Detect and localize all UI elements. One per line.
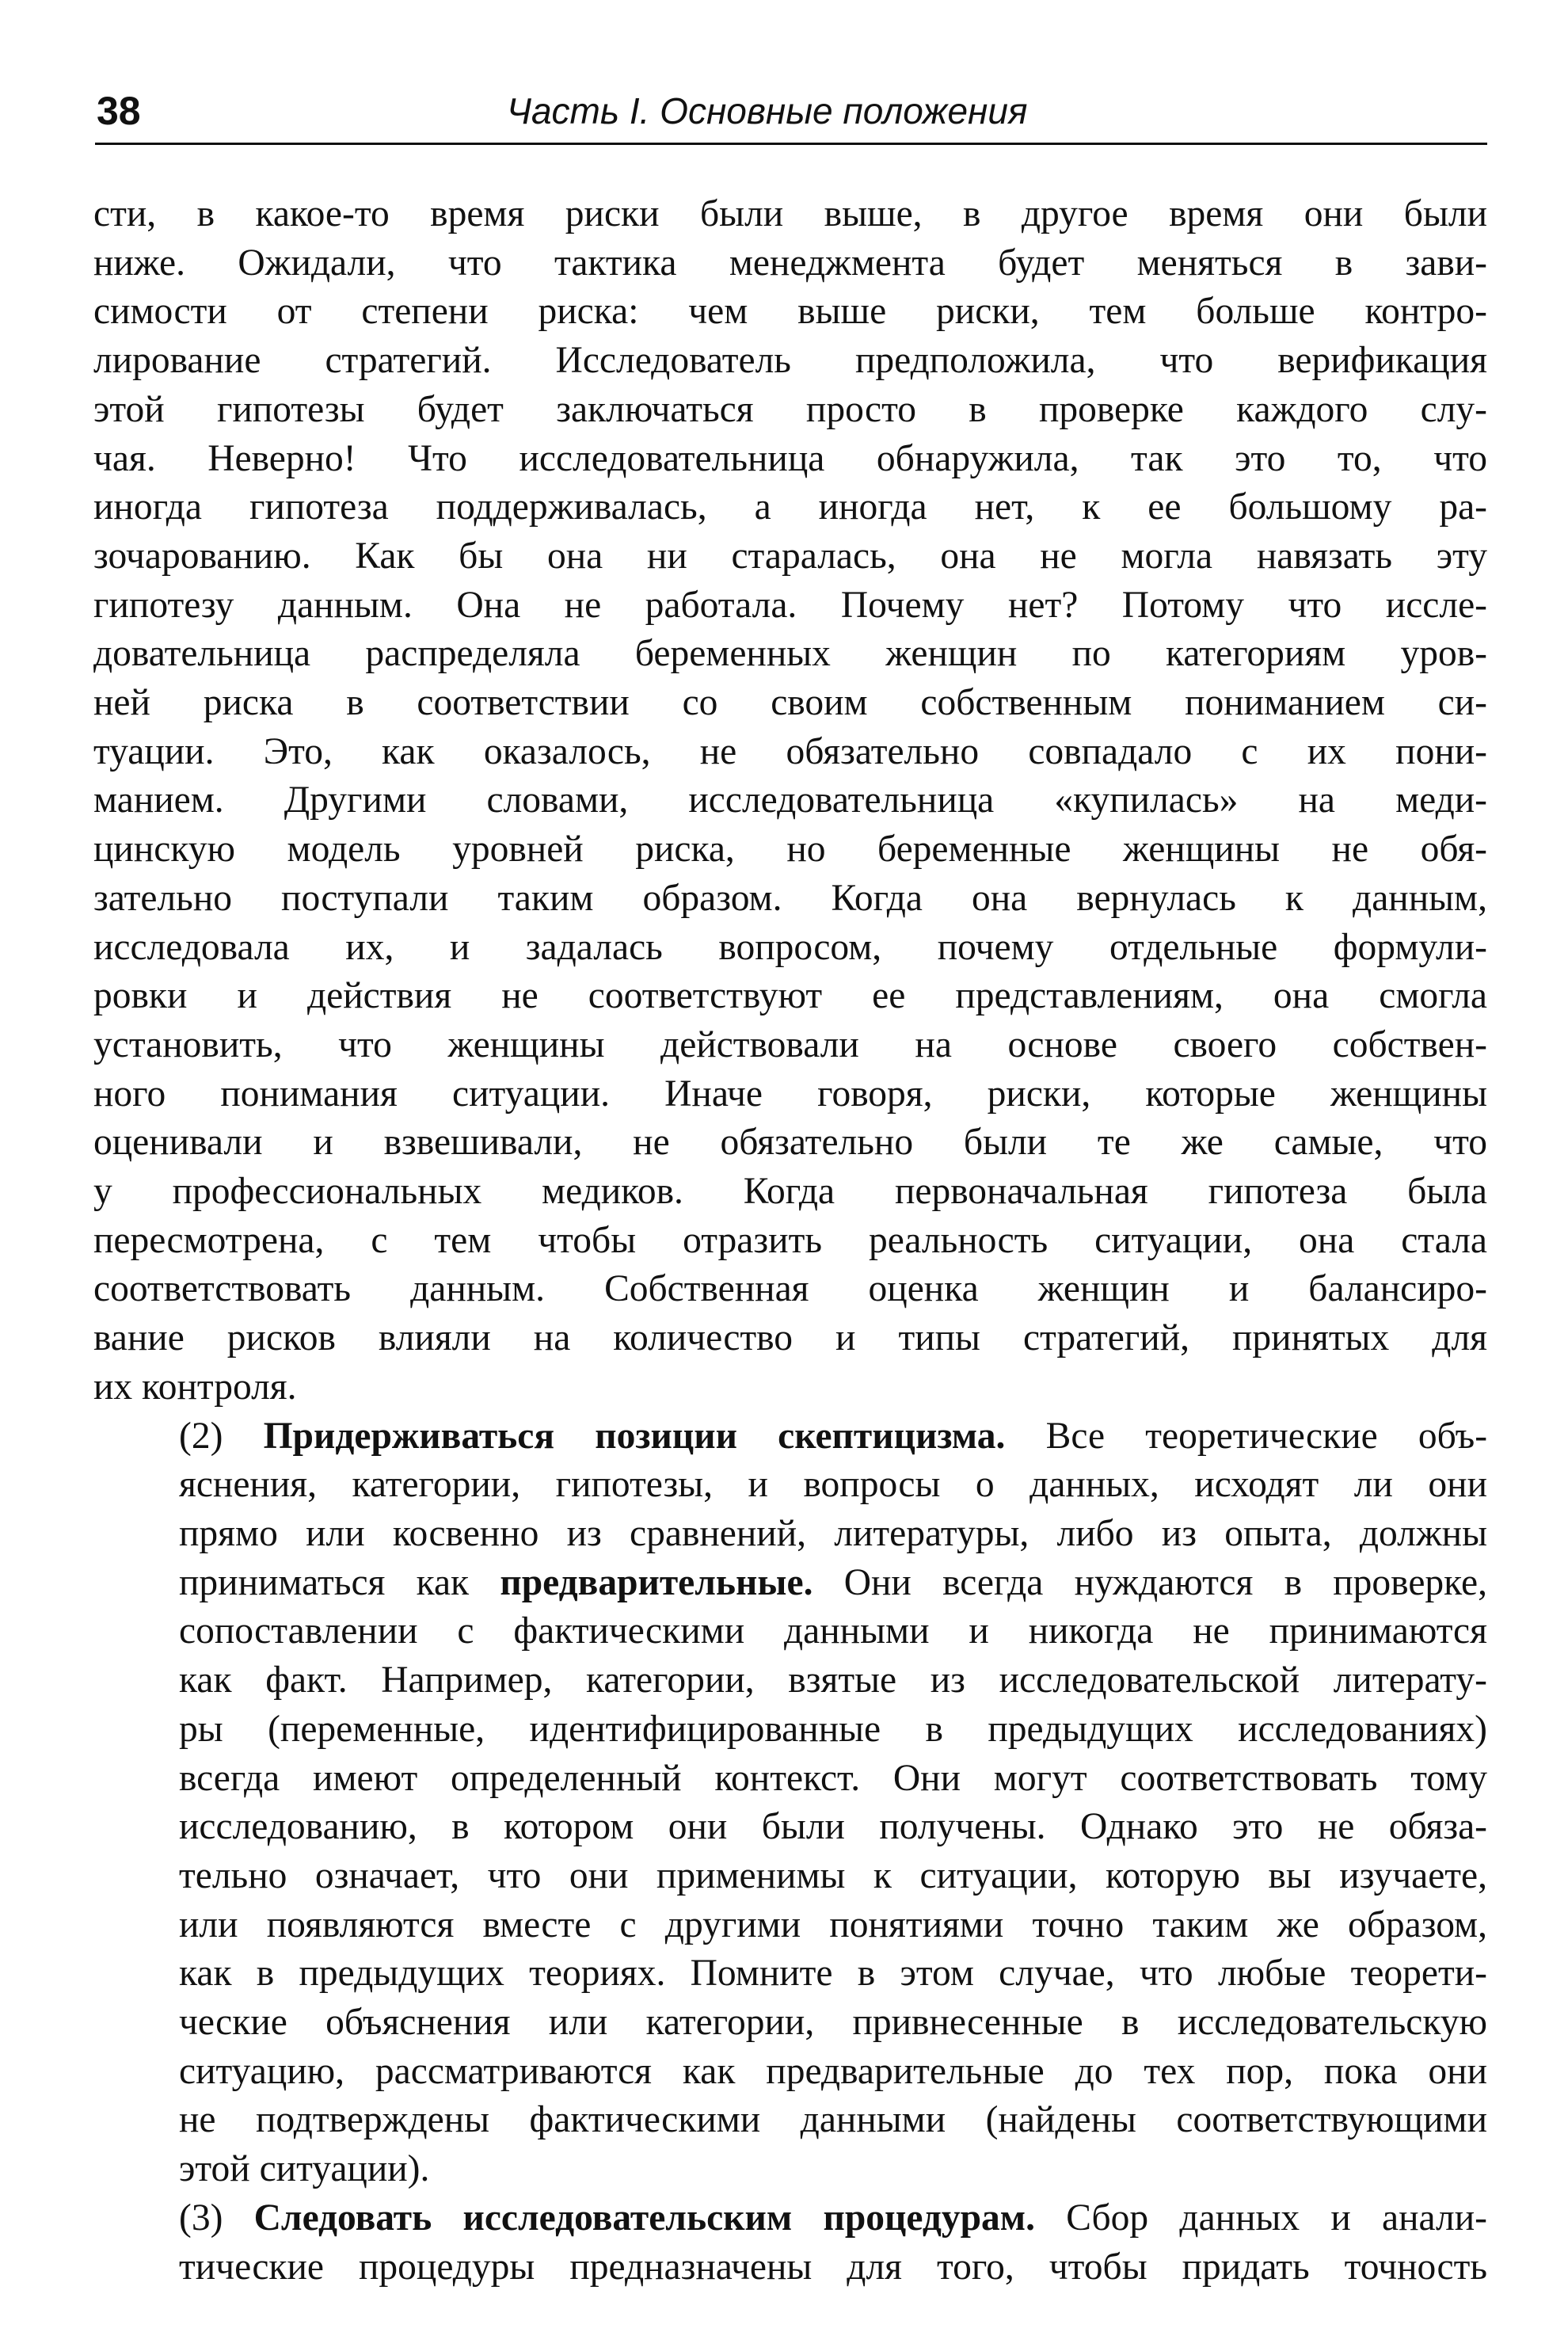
- page-number: 38: [97, 89, 141, 133]
- emphasis-term: предварительные.: [500, 1561, 813, 1603]
- text-line: ного понимания ситуации. Иначе говоря, риски, которые женщины: [93, 1073, 1487, 1115]
- text-line: ниже. Ожидали, что тактика менеджмента будет меняться в зави-: [93, 242, 1487, 284]
- text-line: у профессиональных медиков. Когда первоначальная гипотеза была: [93, 1171, 1487, 1213]
- text-line: этой гипотезы будет заключаться просто в проверке каждого слу-: [93, 388, 1487, 430]
- text-line: оценивали и взвешивали, не обязательно были те же самые, что: [93, 1122, 1487, 1164]
- text-line: туации. Это, как оказалось, не обязательно совпадало с их пони-: [93, 730, 1487, 772]
- text-line: лирование стратегий. Исследователь предположила, что верификация: [93, 340, 1487, 382]
- paragraph-procedures: [93, 2194, 1487, 2292]
- text-line: соответствовать данным. Собственная оценка женщин и балансиро-: [93, 1268, 1487, 1310]
- text-line: не подтверждены фактическими данными (найдены соответствующими: [179, 2099, 1487, 2141]
- text-line: симости от степени риска: чем выше риски, тем больше контро-: [93, 291, 1487, 333]
- text-line: ней риска в соответствии со своим собственным пониманием си-: [93, 682, 1487, 724]
- paragraph-heading: Следовать исследовательским процедурам.: [253, 2197, 1036, 2239]
- text-line: ровки и действия не соответствуют ее представлениям, она смогла: [93, 975, 1487, 1017]
- text-fragment: Сбор данных и анали-: [1066, 2197, 1487, 2239]
- text-line: манием. Другими словами, исследовательница «купилась» на меди-: [93, 779, 1487, 821]
- text-line: [93, 1412, 1487, 1461]
- text-line: установить, что женщины действовали на основе своего собствен-: [93, 1023, 1487, 1065]
- text-line: как факт. Например, категории, взятые из исследовательской литерату-: [179, 1659, 1487, 1701]
- running-head: Часть I. Основные положения: [507, 90, 1028, 131]
- text-line: тельно означает, что они применимы к ситуации, которую вы изучаете,: [179, 1854, 1487, 1896]
- text-line: тические процедуры предназначены для того, чтобы придать точность: [179, 2246, 1487, 2288]
- text-line: яснения, категории, гипотезы, и вопросы о данных, исходят ли они: [179, 1464, 1487, 1506]
- text-line: ческие объяснения или категории, привнесенные в исследовательскую: [179, 2002, 1487, 2044]
- text-line: ры (переменные, идентифицированные в предыдущих исследованиях): [179, 1708, 1487, 1750]
- text-line: [93, 2194, 1487, 2243]
- text-line: довательница распределяла беременных женщин по категориям уров-: [93, 633, 1487, 675]
- text-line: всегда имеют определенный контекст. Они могут соответствовать тому: [179, 1757, 1487, 1799]
- text-fragment: Все теоретические объ-: [1045, 1415, 1488, 1457]
- text-line: как в предыдущих теориях. Помните в этом случае, что любые теорети-: [179, 1953, 1487, 1995]
- text-line: ситуацию, рассматриваются как предварительные до тех пор, пока они: [179, 2050, 1487, 2092]
- paragraph-continued: [93, 190, 1487, 1412]
- text-fragment: Они всегда нуждаются в проверке,: [843, 1561, 1488, 1603]
- text-line: иногда гипотеза поддерживалась, а иногда нет, к ее большому ра-: [93, 486, 1487, 528]
- header-rule: [95, 143, 1487, 145]
- text-line: прямо или косвенно из сравнений, литературы, либо из опыта, должны: [179, 1512, 1487, 1554]
- text-fragment: приниматься как: [179, 1561, 470, 1603]
- text-line: сопоставлении с фактическими данными и никогда не принимаются: [179, 1610, 1487, 1652]
- item-number: (3): [179, 2197, 223, 2239]
- text-line: зочарованию. Как бы она ни старалась, она не могла навязать эту: [93, 535, 1487, 577]
- text-line: исследованию, в котором они были получены. Однако это не обяза-: [179, 1806, 1487, 1848]
- text-line: пересмотрена, с тем чтобы отразить реальность ситуации, она стала: [93, 1219, 1487, 1261]
- paragraph-skepticism: [93, 1412, 1487, 2194]
- text-line: [93, 1559, 1487, 1608]
- text-line: исследовала их, и задалась вопросом, почему отдельные формули-: [93, 926, 1487, 968]
- text-line: гипотезу данным. Она не работала. Почему нет? Потому что иссле-: [93, 584, 1487, 626]
- paragraph-heading: Придерживаться позиции скептицизма.: [263, 1415, 1006, 1457]
- body-text: [93, 190, 1487, 2292]
- text-line: цинскую модель уровней риска, но беременные женщины не обя-: [93, 829, 1487, 871]
- text-line: этой ситуации).: [179, 2148, 430, 2190]
- text-line: их контроля.: [93, 1366, 297, 1408]
- text-line: вание рисков влияли на количество и типы стратегий, принятых для: [93, 1317, 1487, 1359]
- text-line: или появляются вместе с другими понятиями точно таким же образом,: [179, 1903, 1487, 1945]
- text-line: сти, в какое-то время риски были выше, в другое время они были: [93, 193, 1487, 234]
- text-line: зательно поступали таким образом. Когда она вернулась к данным,: [93, 877, 1487, 919]
- item-number: (2): [179, 1415, 223, 1457]
- text-line: чая. Неверно! Что исследовательница обнаружила, так это то, что: [93, 437, 1487, 479]
